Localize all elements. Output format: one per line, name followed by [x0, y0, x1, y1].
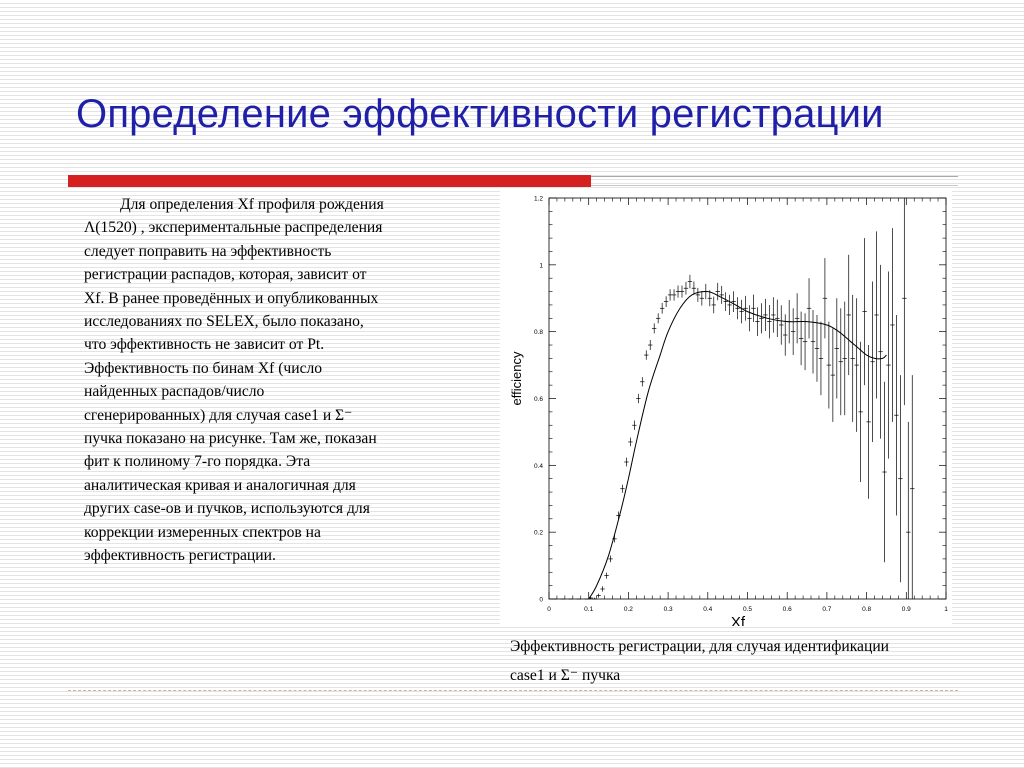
data-point	[680, 286, 684, 298]
body-line: эффективность регистрации.	[84, 547, 276, 565]
data-point	[636, 394, 640, 403]
plot-frame	[549, 198, 946, 599]
data-point	[668, 289, 672, 300]
data-point	[779, 305, 783, 344]
data-point	[874, 231, 878, 398]
data-point	[652, 323, 656, 333]
data-point	[862, 238, 866, 385]
data-point	[815, 315, 819, 382]
data-point	[624, 458, 628, 467]
caption-line: case1 и Σ⁻ пучка	[510, 667, 621, 684]
body-line: аналитическая кривая и аналогичная для	[84, 476, 356, 494]
data-point	[807, 278, 811, 338]
bottom-divider	[68, 690, 958, 691]
data-point	[700, 291, 704, 306]
data-point	[763, 299, 767, 331]
data-point	[628, 438, 632, 447]
data-point	[688, 275, 692, 288]
data-point	[712, 297, 716, 314]
body-line: сгенерированных) для случая case1 и Σ⁻	[84, 406, 353, 424]
data-point	[759, 303, 763, 333]
data-point	[640, 377, 644, 386]
body-line: других case-ов и пучков, используются для	[84, 500, 370, 518]
data-point	[775, 300, 779, 337]
title-divider	[68, 175, 958, 187]
y-tick-label: 0.2	[533, 529, 543, 537]
body-line: Для определения Xf профиля рождения	[120, 196, 384, 213]
y-tick-label: 0	[539, 596, 543, 604]
data-point	[648, 340, 652, 350]
data-point	[851, 295, 855, 422]
y-tick-label: 1.2	[533, 195, 543, 203]
data-point	[783, 314, 787, 355]
data-point	[823, 258, 827, 338]
data-point	[811, 310, 815, 373]
x-tick-label: 0.4	[703, 606, 713, 613]
data-point	[620, 485, 624, 493]
caption-line: Эффективность регистрации, для случая идентификации	[510, 638, 890, 655]
data-point	[831, 328, 835, 422]
data-point	[592, 598, 596, 599]
data-point	[906, 422, 910, 599]
data-point	[660, 303, 664, 314]
data-point	[854, 298, 858, 432]
data-point	[791, 308, 795, 355]
data-point	[910, 375, 914, 599]
data-point	[600, 586, 604, 591]
data-point	[676, 286, 680, 298]
data-point	[878, 265, 882, 439]
figure-caption	[510, 632, 1010, 690]
body-line: Xf. В ранее проведённых и опубликованных	[84, 289, 379, 307]
data-point	[819, 322, 823, 396]
data-point	[795, 293, 799, 343]
data-point	[731, 291, 735, 312]
x-tick-label: 0.2	[623, 606, 633, 613]
data-point	[839, 308, 843, 415]
x-tick-label: 0	[547, 606, 551, 613]
data-point	[827, 322, 831, 409]
data-point	[767, 305, 771, 338]
data-point	[716, 283, 720, 300]
x-tick-label: 0.5	[742, 606, 753, 613]
data-point	[743, 296, 747, 321]
body-line: Эффективность по бинам Xf (число	[84, 359, 323, 377]
x-tick-label: 0.9	[901, 606, 911, 613]
body-line: найденных распадов/число	[84, 383, 265, 401]
body-line: коррекции измеренных спектров на	[84, 523, 321, 541]
data-point	[886, 272, 890, 459]
data-point	[898, 375, 902, 582]
data-point	[751, 295, 755, 322]
y-tick-label: 1	[539, 262, 543, 270]
data-point	[644, 350, 648, 359]
x-tick-label: 1	[944, 606, 948, 613]
data-point	[902, 198, 906, 405]
x-tick-label: 0.6	[782, 606, 792, 613]
data-point	[870, 282, 874, 442]
data-point	[723, 292, 727, 311]
x-tick-label: 0.1	[584, 606, 594, 613]
data-point	[735, 297, 739, 319]
data-point	[739, 300, 743, 323]
title-divider-line	[591, 176, 958, 177]
data-point	[847, 255, 851, 375]
data-point	[727, 295, 731, 315]
data-point	[604, 573, 608, 579]
y-tick-label: 0.8	[533, 329, 543, 337]
data-point	[799, 312, 803, 365]
data-point	[882, 382, 886, 562]
data-point	[672, 289, 676, 300]
data-point	[747, 305, 751, 331]
y-tick-label: 0.6	[533, 396, 543, 403]
data-point	[632, 421, 636, 430]
body-line: Λ(1520) , экспериментальные распределения	[84, 219, 383, 237]
efficiency-chart-svg	[500, 190, 952, 626]
x-tick-label: 0.7	[822, 606, 832, 613]
y-axis-label: efficiency	[509, 351, 524, 406]
data-point	[866, 345, 870, 499]
data-point	[894, 315, 898, 516]
x-tick-label: 0.8	[862, 606, 872, 613]
title-divider-red-block	[68, 175, 591, 187]
data-point	[858, 342, 862, 482]
data-point	[835, 298, 839, 398]
data-point	[664, 296, 668, 307]
body-paragraph	[84, 193, 480, 568]
data-point	[696, 288, 700, 302]
data-point	[684, 282, 688, 295]
title-divider-line-lower	[591, 185, 958, 186]
body-line: что эффективность не зависит от Pt.	[84, 336, 325, 354]
body-line: регистрации распадов, которая, зависит от	[84, 266, 367, 284]
fit-curve	[589, 292, 887, 599]
data-point	[656, 313, 660, 323]
body-line: фит к полиному 7-го порядка. Эта	[84, 453, 311, 471]
data-point	[719, 286, 723, 304]
data-point	[755, 307, 759, 336]
data-point	[843, 302, 847, 416]
slide-title: Определение эффективности регистрации	[76, 92, 884, 136]
y-tick-label: 0.4	[533, 462, 543, 470]
data-point	[771, 297, 775, 332]
data-point	[890, 228, 894, 422]
body-line: пучка показано на рисунке. Там же, показан	[84, 430, 377, 448]
x-axis-label: Xf	[730, 614, 746, 626]
data-point	[596, 594, 600, 598]
body-line: следует поправить на эффективность	[84, 242, 332, 260]
body-line: исследованиях по SELEX, было показано,	[84, 313, 364, 331]
efficiency-chart	[500, 190, 952, 626]
x-tick-label: 0.3	[663, 606, 673, 613]
data-point	[608, 556, 612, 563]
